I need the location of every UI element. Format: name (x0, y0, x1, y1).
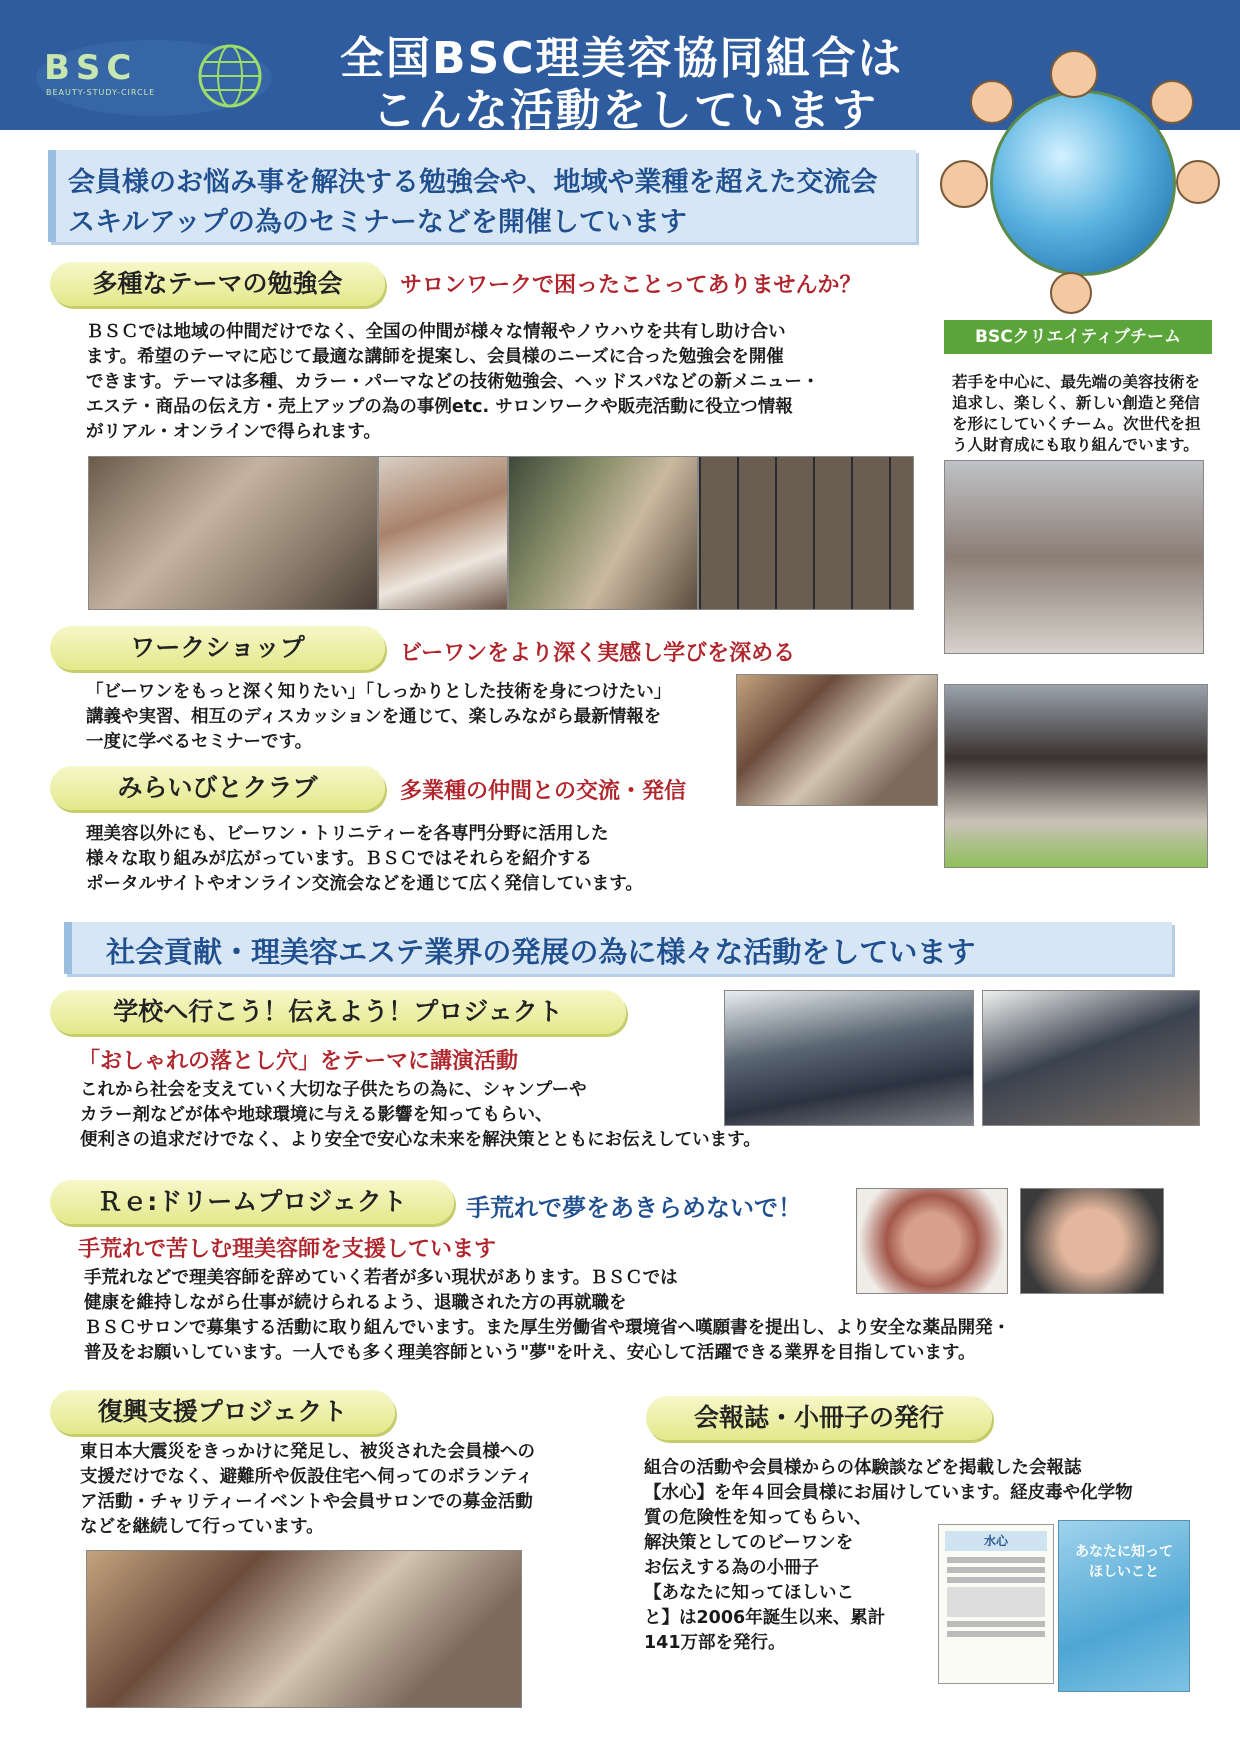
revival-line: ア活動・チャリティーイベントや会員サロンでの募金活動 (80, 1492, 533, 1512)
bulletin-line: 【水心】を年４回会員様にお届けしています。経皮毒や化学物 (644, 1483, 1133, 1503)
school-line: 便利さの追求だけでなく、より安全で安心な未来を解決策とともにお伝えしています。 (80, 1130, 761, 1150)
bulletin-text-narrow (644, 1506, 885, 1656)
creative-line: 追求し、楽しく、新しい創造と発信 (952, 394, 1200, 412)
dream-photo-damaged-hand (856, 1188, 1008, 1294)
creative-team-text (952, 372, 1200, 456)
study-photo-demo (378, 456, 508, 610)
dream-line: 手荒れなどで理美容師を辞めていく若者が多い現状があります。ＢＳＣでは (84, 1268, 678, 1288)
social-banner-text: 社会貢献・理美容エステ業界の発展の為に様々な活動をしています (106, 935, 976, 969)
study-photo-practice (508, 456, 698, 610)
bulletin-line: と】は2006年誕生以来、累計 (644, 1608, 886, 1628)
mirai-line: 理美容以外にも、ビーワン・トリニティーを各専門分野に活用した (86, 824, 609, 844)
revival-project-text (80, 1440, 535, 1540)
study-line: ＢＳＣでは地域の仲間だけでなく、全国の仲間が様々な情報やノウハウを共有し助け合い (86, 322, 786, 342)
bulletin-line: 141万部を発行。 (644, 1633, 786, 1653)
booklet-title-line2: ほしいこと (1089, 1564, 1159, 1580)
child-face-icon (940, 160, 988, 208)
child-face-icon (970, 80, 1014, 124)
dream-photo-healed-hand (1020, 1188, 1164, 1294)
creative-photo-group (944, 684, 1208, 868)
workshop-text (86, 680, 671, 755)
workshop-photo (736, 674, 938, 806)
creative-line: を形にしていくチーム。次世代を担 (952, 415, 1201, 433)
bulletin-line: 質の危険性を知ってもらい、 (644, 1508, 872, 1528)
revival-line: などを継続して行っています。 (80, 1517, 324, 1537)
revival-line: 東日本大震災をきっかけに発足し、被災された会員様への (80, 1442, 535, 1462)
globe-illustration (930, 50, 1230, 310)
school-line: カラー剤などが体や地球環境に与える影響を知ってもらい、 (80, 1105, 553, 1125)
bulletin-pill: 会報誌・小冊子の発行 (646, 1396, 992, 1440)
revival-project-pill: 復興支援プロジェクト (50, 1390, 395, 1434)
mirai-line: ポータルサイトやオンライン交流会などを通じて広く発信しています。 (86, 874, 643, 894)
study-photo-classroom (88, 456, 378, 610)
bulletin-line: 組合の活動や会員様からの体験談などを掲載した会報誌 (644, 1458, 1082, 1478)
bulletin-line: お伝えする為の小冊子 (644, 1558, 819, 1578)
workshop-line: 「ビーワンをもっと深く知りたい」「しっかりとした技術を身につけたい」 (86, 682, 672, 702)
school-project-pill: 学校へ行こう！伝えよう！プロジェクト (50, 990, 626, 1034)
booklet-title-line1: あなたに知って (1075, 1544, 1173, 1560)
workshop-line: 講義や実習、相互のディスカッションを通じて、楽しみながら最新情報を (86, 707, 662, 727)
study-line: できます。テーマは多種、カラー・パーマなどの技術勉強会、ヘッドスパなどの新メニュー・ (86, 372, 820, 392)
dream-project-tagline-red: 手荒れで苦しむ理美容師を支援しています (78, 1237, 497, 1262)
newsletter-cover (938, 1524, 1054, 1684)
study-photo-online (698, 456, 914, 610)
mirai-line: 様々な取り組みが広がっています。ＢＳＣではそれらを紹介する (86, 849, 593, 869)
booklet-cover (1058, 1520, 1190, 1692)
workshop-tagline: ビーワンをより深く実感し学びを深める (400, 641, 796, 666)
revival-line: 支援だけでなく、避難所や仮設住宅へ伺ってのボランティ (80, 1467, 534, 1487)
creative-line: う人財育成にも取り組んでいます。 (952, 436, 1199, 454)
child-face-icon (1176, 160, 1220, 204)
school-project-text (80, 1078, 761, 1153)
creative-team-label: BSCクリエイティブチーム (944, 320, 1212, 354)
school-photo-lecture (982, 990, 1200, 1126)
study-text (86, 320, 819, 445)
bsc-logo (34, 36, 274, 120)
newsletter-title: 水心 (945, 1531, 1047, 1551)
bulletin-text-full (644, 1456, 1133, 1506)
study-line: エステ・商品の伝え方・売上アップの為の事例etc. サロンワークや販売活動に役立つ情報 (86, 397, 793, 417)
workshop-pill: ワークショップ (50, 626, 385, 670)
dream-line: ＢＳＣサロンで募集する活動に取り組んでいます。また厚生労働省や環境省へ嘆願書を提出し、より安全な薬品開発・ (84, 1318, 1011, 1338)
school-project-tagline: 「おしゃれの落とし穴」をテーマに講演活動 (78, 1049, 519, 1074)
child-face-icon (1050, 50, 1098, 98)
study-line: ます。希望のテーマに応じて最適な講師を提案し、会員様のニーズに合った勉強会を開催 (86, 347, 784, 367)
intro-banner-line2: スキルアップの為のセミナーなどを開催しています (68, 207, 687, 238)
workshop-line: 一度に学べるセミナーです。 (86, 732, 313, 752)
dream-project-tagline-blue: 手荒れで夢をあきらめないで！ (466, 1194, 802, 1222)
study-line: がリアル・オンラインで得られます。 (86, 422, 381, 442)
creative-photo-makeup (944, 460, 1204, 654)
school-line: これから社会を支えていく大切な子供たちの為に、シャンプーや (80, 1080, 587, 1100)
bulletin-line: 解決策としてのビーワンを (644, 1533, 854, 1553)
bulletin-line: 【あなたに知ってほしいこ (644, 1583, 854, 1603)
mirai-club-tagline: 多業種の仲間との交流・発信 (400, 779, 687, 804)
smiling-globe-icon (990, 90, 1176, 276)
mirai-club-pill: みらいびとクラブ (50, 766, 385, 810)
dream-line: 普及をお願いしています。一人でも多く理美容師という"夢"を叶え、安心して活躍できる業界を目指しています。 (84, 1343, 976, 1363)
study-tagline: サロンワークで困ったことってありませんか？ (400, 273, 862, 298)
dream-project-pill: Ｒｅ:ドリームプロジェクト (50, 1180, 454, 1224)
study-pill: 多種なテーマの勉強会 (50, 262, 385, 306)
child-face-icon (1150, 80, 1194, 124)
intro-banner-line1: 会員様のお悩み事を解決する勉強会や、地域や業種を超えた交流会 (68, 167, 878, 198)
creative-line: 若手を中心に、最先端の美容技術を (952, 373, 1201, 391)
logo-text: BSC (44, 48, 138, 88)
dream-line: 健康を維持しながら仕事が続けられるよう、退職された方の再就職を (84, 1293, 627, 1313)
school-photo-classroom (724, 990, 974, 1126)
page-title-line2: こんな活動をしています (372, 85, 878, 136)
page-title-line1: 全国BSC理美容協同組合は (340, 33, 904, 84)
logo-subtext: BEAUTY-STUDY-CIRCLE (46, 88, 156, 97)
child-face-icon (1050, 272, 1092, 314)
revival-photo-collage (86, 1550, 522, 1708)
mirai-club-text (86, 822, 643, 897)
